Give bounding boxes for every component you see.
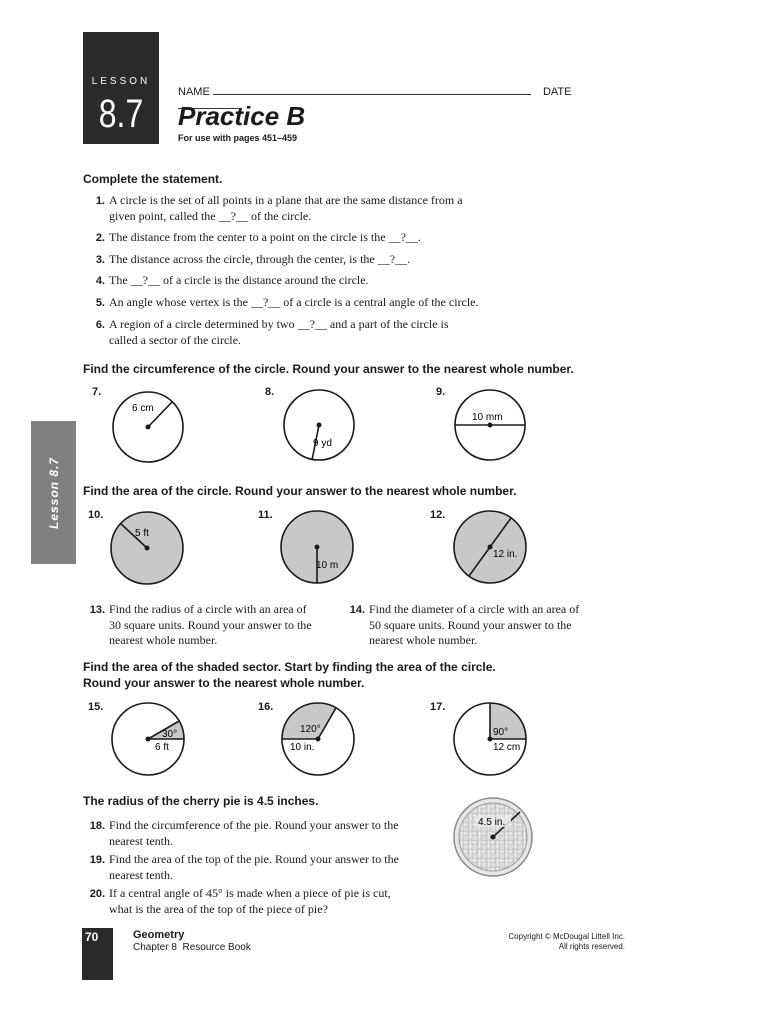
- sector-figure-16: [270, 700, 370, 785]
- date-label: DATE: [542, 86, 572, 98]
- figure-9-label: 10 mm: [472, 412, 503, 423]
- section2-heading: Find the circumference of the circle. Round your answer to the nearest whole number.: [83, 362, 574, 376]
- figure-8-label: 9 yd: [313, 438, 332, 449]
- section3-heading: Find the area of the circle. Round your answer to the nearest whole number.: [83, 484, 517, 498]
- name-line[interactable]: [213, 84, 531, 95]
- question-14: 14. Find the diameter of a circle with an area of 50 square units. Round your answer to the nearest whole number.: [349, 602, 580, 647]
- figure-10-label: 5 ft: [135, 528, 149, 539]
- lesson-word: LESSON: [91, 76, 151, 87]
- question-19: 19. Find the area of the top of the pie. Round your answer to the nearest tenth.: [89, 852, 399, 882]
- figure-12-label: 12 in.: [493, 549, 518, 560]
- question-1: 1. A circle is the set of all points in a plane that are the same distance from a given point, called the __?__ of the circle.: [95, 193, 463, 223]
- figure-15-number: 15.: [88, 701, 104, 713]
- sector-figure-17: [443, 700, 543, 785]
- section1-heading: Complete the statement.: [83, 172, 223, 186]
- footer-book-title: Geometry: [133, 929, 185, 941]
- figure-7-number: 7.: [92, 386, 102, 398]
- cherry-pie-illustration: [450, 795, 550, 880]
- lesson-badge: [83, 32, 159, 144]
- page-subtitle: For use with pages 451–459: [178, 133, 298, 143]
- circle-figure-7: [100, 385, 200, 465]
- section5-heading: The radius of the cherry pie is 4.5 inches.: [83, 794, 319, 808]
- question-3: 3. The distance across the circle, through the center, is the __?__.: [95, 252, 411, 266]
- figure-11-number: 11.: [258, 509, 273, 521]
- side-tab-label: Lesson 8.7: [46, 456, 61, 529]
- name-label: NAME: [178, 86, 210, 98]
- figure-16-number: 16.: [258, 701, 274, 713]
- figure-17-angle: 90°: [493, 727, 509, 738]
- footer-copyright: Copyright © McDougal Littell Inc. All rights reserved.: [508, 932, 625, 951]
- figure-15-label: 6 ft: [155, 742, 169, 753]
- pie-radius-label: 4.5 in.: [478, 817, 506, 828]
- figure-17-label: 12 cm: [493, 742, 521, 753]
- question-13: 13. Find the radius of a circle with an area of 30 square units. Round your answer to the nearest whole number.: [89, 602, 312, 647]
- figure-7-label: 6 cm: [132, 403, 154, 414]
- page-number: 70: [85, 930, 99, 944]
- figure-16-angle: 120°: [300, 724, 321, 735]
- question-18: 18. Find the circumference of the pie. Round your answer to the nearest tenth.: [89, 818, 399, 848]
- question-20: 20. If a central angle of 45° is made when a piece of pie is cut, what is the area of the top of the piece of pie?: [89, 886, 391, 916]
- question-4: 4. The __?__ of a circle is the distance around the circle.: [95, 273, 369, 287]
- circle-figure-10: [100, 505, 200, 595]
- page-number-box: [82, 928, 113, 980]
- figure-12-number: 12.: [430, 509, 446, 521]
- side-tab: [31, 421, 76, 564]
- footer-resource: Chapter 8 Resource Book: [133, 942, 251, 953]
- figure-15-angle: 30°: [162, 729, 178, 740]
- question-2: 2. The distance from the center to a point on the circle is the __?__.: [95, 230, 421, 244]
- circle-figure-11: [272, 505, 372, 595]
- figure-8-number: 8.: [265, 386, 275, 398]
- figure-9-number: 9.: [436, 386, 446, 398]
- section4-heading: Find the area of the shaded sector. Start by finding the area of the circle. Round your answer to the nearest whole number.: [83, 660, 496, 690]
- figure-11-label: 10 m: [316, 560, 339, 571]
- page-title: Practice B: [178, 101, 306, 131]
- figure-10-number: 10.: [88, 509, 104, 521]
- lesson-number: 8.7: [98, 92, 144, 136]
- sector-figure-15: [100, 700, 200, 785]
- question-6: 6. A region of a circle determined by two __?__ and a part of the circle is called a sector of the circle.: [95, 317, 449, 347]
- circle-figure-9: [448, 385, 548, 465]
- figure-17-number: 17.: [430, 701, 446, 713]
- circle-figure-12: [445, 505, 545, 595]
- question-5: 5. An angle whose vertex is the __?__ of a circle is a central angle of the circle.: [95, 295, 479, 309]
- figure-16-label: 10 in.: [290, 742, 315, 753]
- circle-figure-8: [275, 385, 375, 465]
